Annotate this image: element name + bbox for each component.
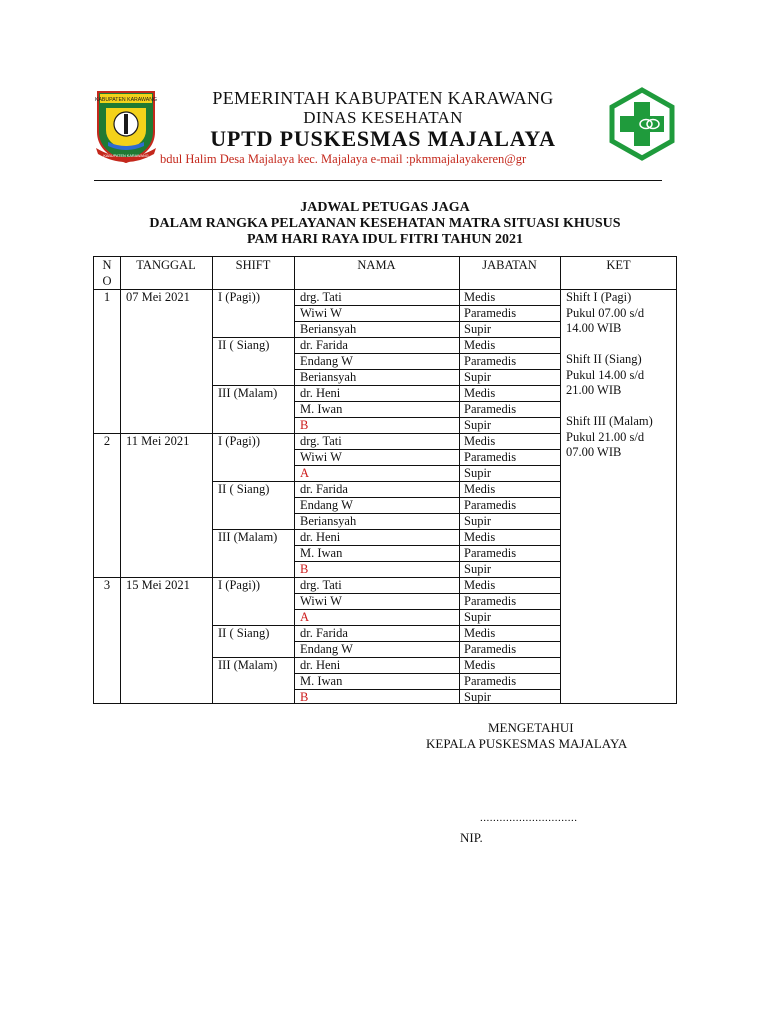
staff-role: Supir [464, 514, 492, 528]
nip-label: NIP. [460, 830, 483, 845]
shift-hours-note: Pukul 14.00 s/d [566, 367, 645, 382]
karawang-regency-logo [94, 86, 158, 166]
staff-role: Paramedis [464, 594, 517, 608]
staff-role: Paramedis [464, 674, 517, 688]
staff-name: A [300, 466, 310, 480]
staff-role: Medis [464, 626, 496, 640]
government-name: PEMERINTAH KABUPATEN KARAWANG [212, 88, 554, 108]
row-date: 15 Mei 2021 [126, 578, 190, 592]
staff-name: A [300, 610, 310, 624]
staff-name: Beriansyah [300, 514, 357, 528]
staff-role: Medis [464, 578, 496, 592]
shift-label: III (Malam) [218, 658, 278, 672]
shift-label: II ( Siang) [218, 626, 270, 640]
shift-label: I (Pagi)) [218, 434, 260, 448]
staff-role: Paramedis [464, 450, 517, 464]
staff-name: Endang W [300, 354, 353, 368]
document-subtitle: DALAM RANGKA PELAYANAN KESEHATAN MATRA SITUASI KHUSUS [149, 216, 621, 231]
shift-hours-note: Pukul 21.00 s/d [566, 429, 645, 444]
header-ket: KET [606, 258, 631, 272]
staff-name: drg. Tati [300, 434, 342, 448]
staff-name: dr. Heni [300, 658, 341, 672]
department-name: DINAS KESEHATAN [303, 108, 463, 127]
staff-role: Medis [464, 658, 496, 672]
row-date: 07 Mei 2021 [126, 290, 190, 304]
staff-name: dr. Farida [300, 482, 348, 496]
staff-name: B [300, 562, 309, 576]
shift-hours-note: Shift I (Pagi) [566, 290, 632, 304]
staff-name: Endang W [300, 642, 353, 656]
puskesmas-logo [606, 86, 678, 162]
staff-role: Supir [464, 690, 492, 704]
header-no: N O [102, 258, 112, 288]
staff-name: drg. Tati [300, 578, 342, 592]
column-divider [294, 257, 295, 703]
duty-schedule-table [93, 256, 677, 704]
document-title: JADWAL PETUGAS JAGA [300, 200, 470, 215]
document-subtitle-event: PAM HARI RAYA IDUL FITRI TAHUN 2021 [247, 232, 523, 247]
staff-role: Supir [464, 466, 492, 480]
staff-name: M. Iwan [300, 402, 343, 416]
staff-role: Paramedis [464, 306, 517, 320]
staff-name: Endang W [300, 498, 353, 512]
shift-hours-note: 21.00 WIB [566, 383, 622, 397]
shift-label: III (Malam) [218, 386, 278, 400]
shift-label: I (Pagi)) [218, 290, 260, 304]
row-number: 1 [103, 290, 111, 304]
staff-name: Beriansyah [300, 322, 357, 336]
staff-name: B [300, 418, 309, 432]
staff-name: dr. Heni [300, 530, 341, 544]
staff-name: Wiwi W [300, 450, 342, 464]
staff-role: Supir [464, 322, 492, 336]
row-divider [294, 689, 560, 690]
staff-name: drg. Tati [300, 290, 342, 304]
shift-label: I (Pagi)) [218, 578, 260, 592]
shift-hours-note: Pukul 07.00 s/d [566, 305, 645, 320]
staff-role: Medis [464, 386, 496, 400]
header-nama: NAMA [357, 258, 396, 272]
staff-role: Paramedis [464, 402, 517, 416]
row-number: 3 [103, 578, 111, 592]
svg-text:KABUPATEN KARAWANG: KABUPATEN KARAWANG [103, 154, 149, 158]
header-shift: SHIFT [235, 258, 271, 272]
row-divider [294, 561, 560, 562]
row-divider [294, 417, 560, 418]
shift-label: II ( Siang) [218, 482, 270, 496]
staff-role: Medis [464, 434, 496, 448]
acknowledgement-label: MENGETAHUI [488, 720, 574, 735]
letterhead-divider [94, 180, 662, 181]
unit-name: UPTD PUSKESMAS MAJALAYA [210, 126, 556, 151]
header-jabatan: JABATAN [482, 258, 537, 272]
staff-role: Paramedis [464, 642, 517, 656]
header-tanggal: TANGGAL [136, 258, 196, 272]
row-date: 11 Mei 2021 [126, 434, 190, 448]
staff-name: Wiwi W [300, 306, 342, 320]
staff-role: Supir [464, 610, 492, 624]
shift-hours-note: 14.00 WIB [566, 321, 622, 335]
staff-role: Medis [464, 482, 496, 496]
column-divider [459, 257, 460, 703]
staff-role: Paramedis [464, 498, 517, 512]
staff-role: Paramedis [464, 354, 517, 368]
row-divider [294, 465, 560, 466]
address-line: bdul Halim Desa Majalaya kec. Majalaya e-mail :pkmmajalayakeren@gr [160, 152, 527, 166]
column-divider [212, 257, 213, 703]
column-divider [120, 257, 121, 703]
staff-role: Supir [464, 562, 492, 576]
staff-role: Medis [464, 338, 496, 352]
shift-hours-note: 07.00 WIB [566, 445, 622, 459]
staff-role: Medis [464, 530, 496, 544]
shift-label: II ( Siang) [218, 338, 270, 352]
svg-text:KABUPATEN KARAWANG: KABUPATEN KARAWANG [95, 97, 157, 103]
signatory-position: KEPALA PUSKESMAS MAJALAYA [426, 736, 628, 751]
shift-hours-note: Shift III (Malam) [566, 414, 653, 428]
staff-name: M. Iwan [300, 546, 343, 560]
shift-label: III (Malam) [218, 530, 278, 544]
shift-hours-note: Shift II (Siang) [566, 352, 642, 366]
staff-name: M. Iwan [300, 674, 343, 688]
staff-name: B [300, 690, 309, 704]
staff-name: dr. Farida [300, 338, 348, 352]
row-number: 2 [103, 434, 111, 448]
staff-role: Medis [464, 290, 496, 304]
row-divider [294, 609, 560, 610]
column-divider [560, 257, 561, 703]
signature-placeholder: .............................. [480, 812, 578, 824]
staff-name: Beriansyah [300, 370, 357, 384]
staff-name: dr. Farida [300, 626, 348, 640]
staff-role: Paramedis [464, 546, 517, 560]
staff-role: Supir [464, 418, 492, 432]
staff-role: Supir [464, 370, 492, 384]
staff-name: Wiwi W [300, 594, 342, 608]
staff-name: dr. Heni [300, 386, 341, 400]
